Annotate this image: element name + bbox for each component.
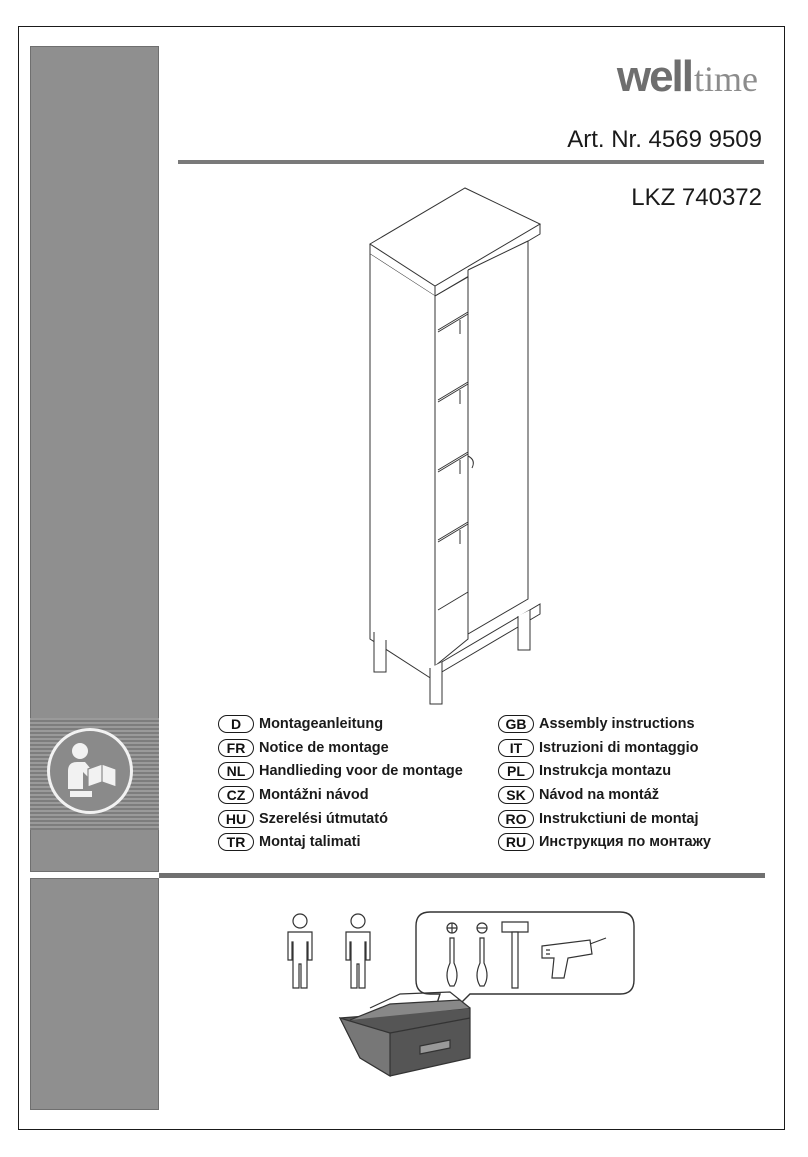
language-label: Montaj talimati — [259, 834, 361, 851]
language-item — [498, 736, 711, 760]
language-code: D — [218, 715, 254, 733]
language-item — [218, 736, 463, 760]
toolbox-icon — [340, 992, 470, 1076]
language-list-right — [498, 712, 711, 854]
language-code: PL — [498, 762, 534, 780]
language-item — [218, 783, 463, 807]
language-item — [218, 759, 463, 783]
language-list-left — [218, 712, 463, 854]
language-label: Notice de montage — [259, 739, 389, 756]
language-code: IT — [498, 739, 534, 757]
language-code: RO — [498, 810, 534, 828]
language-code: NL — [218, 762, 254, 780]
article-number: Art. Nr. 4569 9509 — [567, 126, 762, 153]
cabinet-illustration — [360, 184, 550, 709]
language-label: Návod na montáž — [539, 786, 660, 803]
language-item — [498, 807, 711, 831]
language-code: TR — [218, 833, 254, 851]
brand-logo — [617, 52, 758, 102]
language-label: Assembly instructions — [539, 715, 695, 732]
tools-illustration — [330, 908, 640, 1098]
language-label: Montageanleitung — [259, 715, 384, 732]
logo-bold-text: well — [616, 52, 693, 101]
language-label: Szerelési útmutató — [259, 810, 388, 827]
language-label: Инструкция по монтажу — [539, 834, 711, 851]
language-item — [218, 712, 463, 736]
language-label: Instrukctiuni de montaj — [539, 810, 699, 827]
language-label: Instrukcja montazu — [539, 763, 672, 780]
language-item — [498, 712, 711, 736]
language-item — [498, 759, 711, 783]
model-code: LKZ 740372 — [631, 184, 762, 211]
language-label: Istruzioni di montaggio — [539, 739, 699, 756]
language-code: RU — [498, 833, 534, 851]
logo-light-text: time — [694, 59, 758, 99]
language-item — [498, 783, 711, 807]
language-item — [498, 830, 711, 854]
read-manual-icon — [50, 731, 130, 811]
language-label: Handlieding voor de montage — [259, 763, 463, 780]
sidebar-bottom — [30, 878, 159, 1110]
language-code: FR — [218, 739, 254, 757]
language-item — [218, 807, 463, 831]
language-code: HU — [218, 810, 254, 828]
section-divider — [159, 873, 765, 878]
header-divider — [178, 160, 764, 164]
language-item — [218, 830, 463, 854]
language-code: SK — [498, 786, 534, 804]
language-code: GB — [498, 715, 534, 733]
language-label: Montážni návod — [259, 786, 369, 803]
language-code: CZ — [218, 786, 254, 804]
